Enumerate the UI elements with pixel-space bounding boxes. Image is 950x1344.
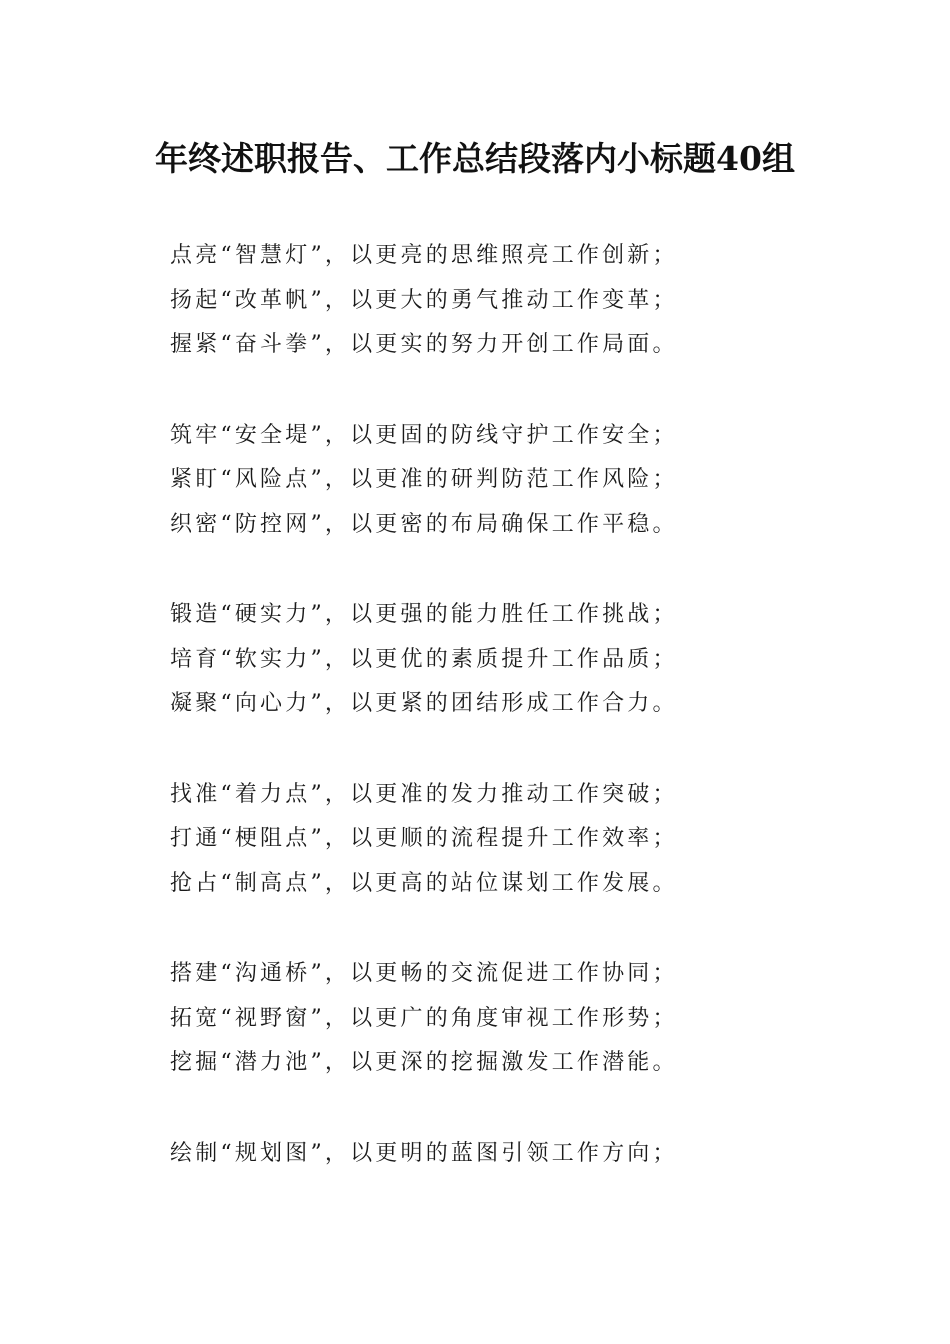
text-line: 挖掘“潜力池”，以更深的挖掘激发工作潜能。: [170, 1050, 678, 1075]
text-line: 搭建“沟通桥”，以更畅的交流促进工作协同；: [170, 961, 678, 986]
document-body: [170, 234, 870, 1222]
text-line: 凝聚“向心力”，以更紧的团结形成工作合力。: [170, 691, 678, 716]
text-line: 筑牢“安全堤”，以更固的防线守护工作安全；: [170, 422, 678, 448]
stanza: [170, 952, 870, 1086]
text-line: 找准“着力点”，以更准的发力推动工作突破；: [170, 781, 678, 807]
stanza: [170, 1132, 870, 1177]
stanza: [170, 234, 870, 368]
text-line: 培育“软实力”，以更优的素质提升工作品质；: [170, 646, 678, 672]
stanza: [170, 414, 870, 548]
text-line: 紧盯“风险点”，以更准的研判防范工作风险；: [170, 467, 678, 492]
text-line: 绘制“规划图”，以更明的蓝图引领工作方向；: [170, 1140, 678, 1166]
text-line: 扬起“改革帆”，以更大的勇气推动工作变革；: [170, 287, 678, 313]
text-line: 拓宽“视野窗”，以更广的角度审视工作形势；: [170, 1005, 678, 1031]
stanza: [170, 773, 870, 907]
text-line: 握紧“奋斗拳”，以更实的努力开创工作局面。: [170, 332, 678, 357]
text-line: 织密“防控网”，以更密的布局确保工作平稳。: [170, 511, 678, 537]
document-title: 年终述职报告、工作总结段落内小标题40组: [155, 139, 795, 178]
text-line: 点亮“智慧灯”，以更亮的思维照亮工作创新；: [170, 243, 678, 268]
text-line: 打通“梗阻点”，以更顺的流程提升工作效率；: [170, 826, 678, 851]
text-line: 抢占“制高点”，以更高的站位谋划工作发展。: [170, 870, 678, 896]
text-line: 锻造“硬实力”，以更强的能力胜任工作挑战；: [170, 602, 678, 627]
stanza: [170, 593, 870, 727]
